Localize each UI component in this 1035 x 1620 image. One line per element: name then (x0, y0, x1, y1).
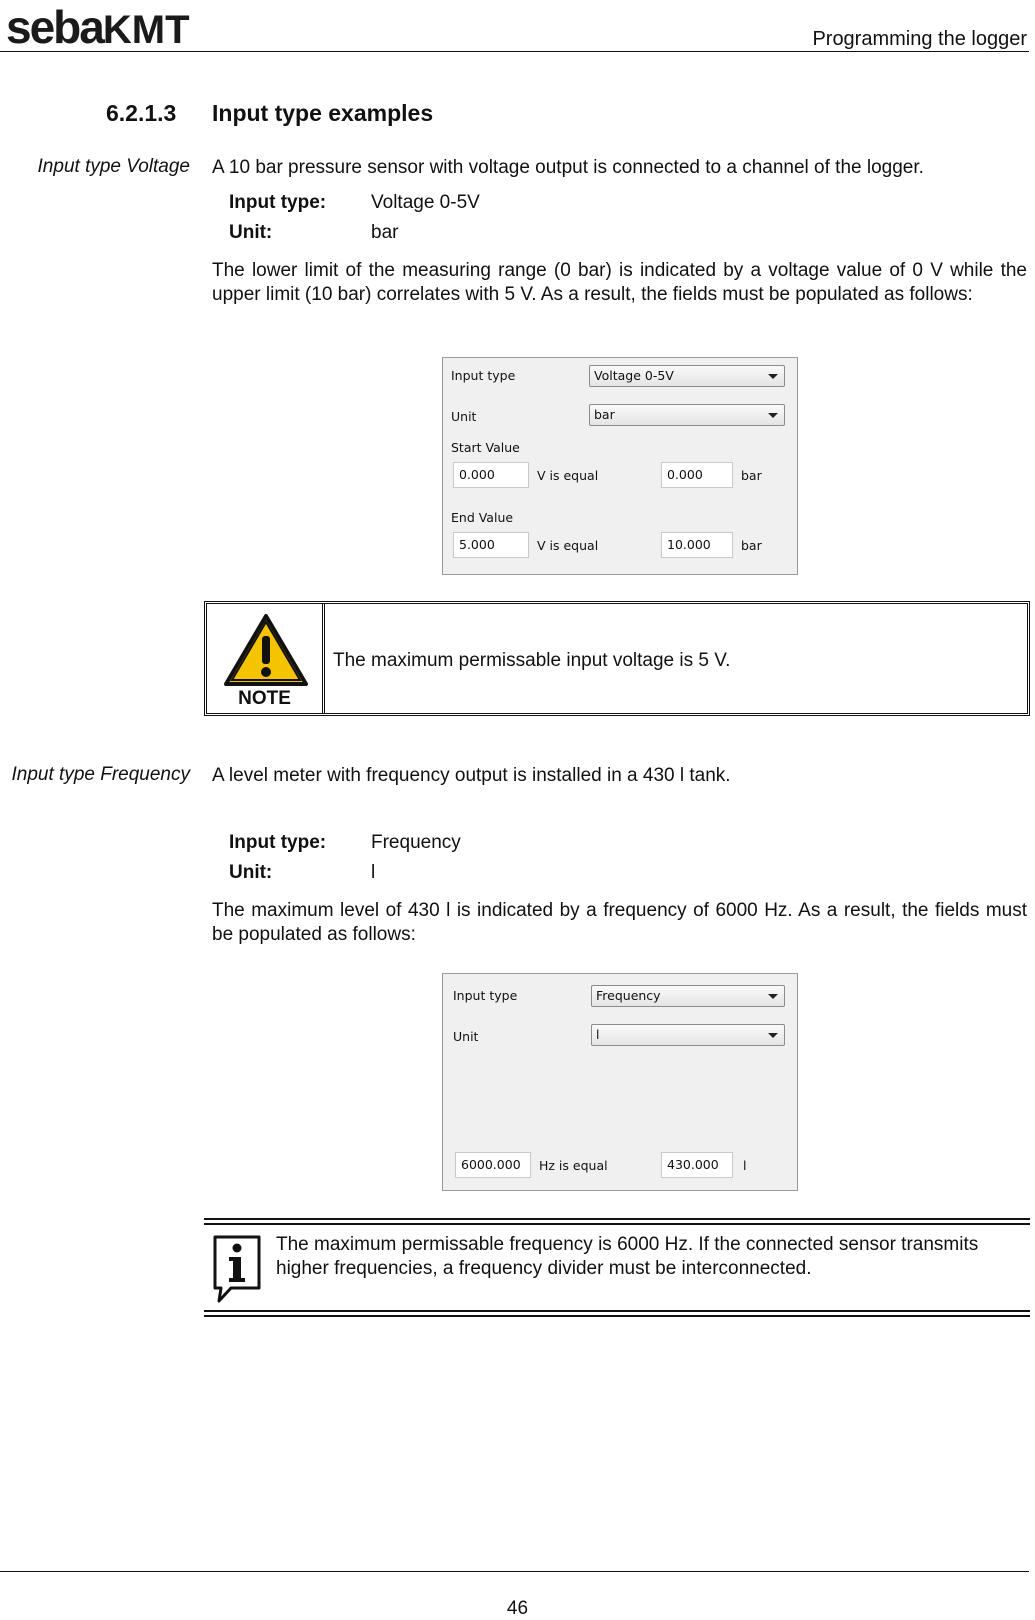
info-icon (212, 1234, 262, 1304)
start-output-field[interactable]: 0.000 (661, 462, 733, 488)
side-label-frequency: Input type Frequency (11, 764, 190, 785)
page-number: 46 (506, 1598, 529, 1619)
footer-divider (0, 1571, 1029, 1572)
unit-select[interactable] (591, 1024, 785, 1046)
frequency-unit-value: l (371, 862, 376, 883)
input-type-select[interactable] (589, 365, 785, 387)
level-unit-label: l (743, 1158, 747, 1173)
note-divider (322, 604, 325, 713)
info-top-rule (204, 1218, 1030, 1225)
end-input-field[interactable]: 5.000 (453, 532, 529, 558)
unit-select-value: bar (594, 407, 615, 422)
input-type-label: Input type (453, 988, 518, 1003)
frequency-settings-dialog (442, 973, 798, 1191)
frequency-equal-label: Hz is equal (539, 1158, 608, 1173)
note-label: NOTE (238, 688, 291, 709)
voltage-unit-value: bar (371, 222, 399, 243)
frequency-description: The maximum level of 430 l is indicated by a frequency of 6000 Hz. As a result, the fields must be populated as follows: (212, 900, 1027, 945)
unit-select-value: l (596, 1027, 600, 1042)
end-equal-label: V is equal (537, 538, 599, 553)
warning-icon (222, 612, 310, 688)
input-type-select-value: Voltage 0-5V (594, 368, 674, 383)
side-label-voltage: Input type Voltage (37, 156, 190, 177)
start-value-label: Start Value (451, 440, 520, 455)
frequency-input-type-key: Input type: (229, 832, 327, 853)
info-bottom-rule (204, 1310, 1030, 1317)
voltage-unit-key: Unit: (229, 222, 273, 243)
frequency-input-field[interactable]: 6000.000 (455, 1152, 531, 1178)
seba-kmt-logo (6, 2, 190, 55)
frequency-unit-key: Unit: (229, 862, 273, 883)
voltage-input-type-key: Input type: (229, 192, 327, 213)
unit-label: Unit (453, 1029, 479, 1044)
note-box (204, 601, 1030, 716)
chevron-down-icon (768, 994, 778, 999)
chevron-down-icon (768, 1033, 778, 1038)
voltage-settings-dialog (442, 357, 798, 575)
start-input-field[interactable]: 0.000 (453, 462, 529, 488)
frequency-intro: A level meter with frequency output is installed in a 430 l tank. (212, 765, 731, 786)
logo-suffix: KMT (102, 8, 190, 52)
note-text: The maximum permissable input voltage is 5 V. (333, 650, 731, 671)
end-output-field[interactable]: 10.000 (661, 532, 733, 558)
start-equal-label: V is equal (537, 468, 599, 483)
unit-select[interactable] (589, 404, 785, 426)
header-divider (0, 51, 1029, 52)
start-unit-label: bar (741, 468, 762, 483)
level-output-field[interactable]: 430.000 (661, 1152, 733, 1178)
voltage-input-type-value: Voltage 0-5V (371, 192, 480, 213)
input-type-label: Input type (451, 368, 516, 383)
chevron-down-icon (768, 413, 778, 418)
section-number: 6.2.1.3 (106, 100, 177, 126)
voltage-intro: A 10 bar pressure sensor with voltage output is connected to a channel of the logger. (212, 157, 924, 178)
end-unit-label: bar (741, 538, 762, 553)
unit-label: Unit (451, 409, 477, 424)
info-text: The maximum permissable frequency is 6000 Hz. If the connected sensor transmits higher frequencies, a frequency divider must be interconnected. (276, 1234, 979, 1279)
chevron-down-icon (768, 374, 778, 379)
frequency-input-type-value: Frequency (371, 832, 461, 853)
input-type-select[interactable] (591, 985, 785, 1007)
end-value-label: End Value (451, 510, 514, 525)
header-title: Programming the logger (812, 28, 1027, 50)
voltage-description: The lower limit of the measuring range (0 bar) is indicated by a voltage value of 0 V while the upper limit (10 bar) correlates with 5 V. As a result, the fields must be populated as follows: (212, 260, 1027, 305)
logo-main: seba (6, 1, 103, 53)
input-type-select-value: Frequency (596, 988, 661, 1003)
section-title: Input type examples (212, 100, 434, 126)
